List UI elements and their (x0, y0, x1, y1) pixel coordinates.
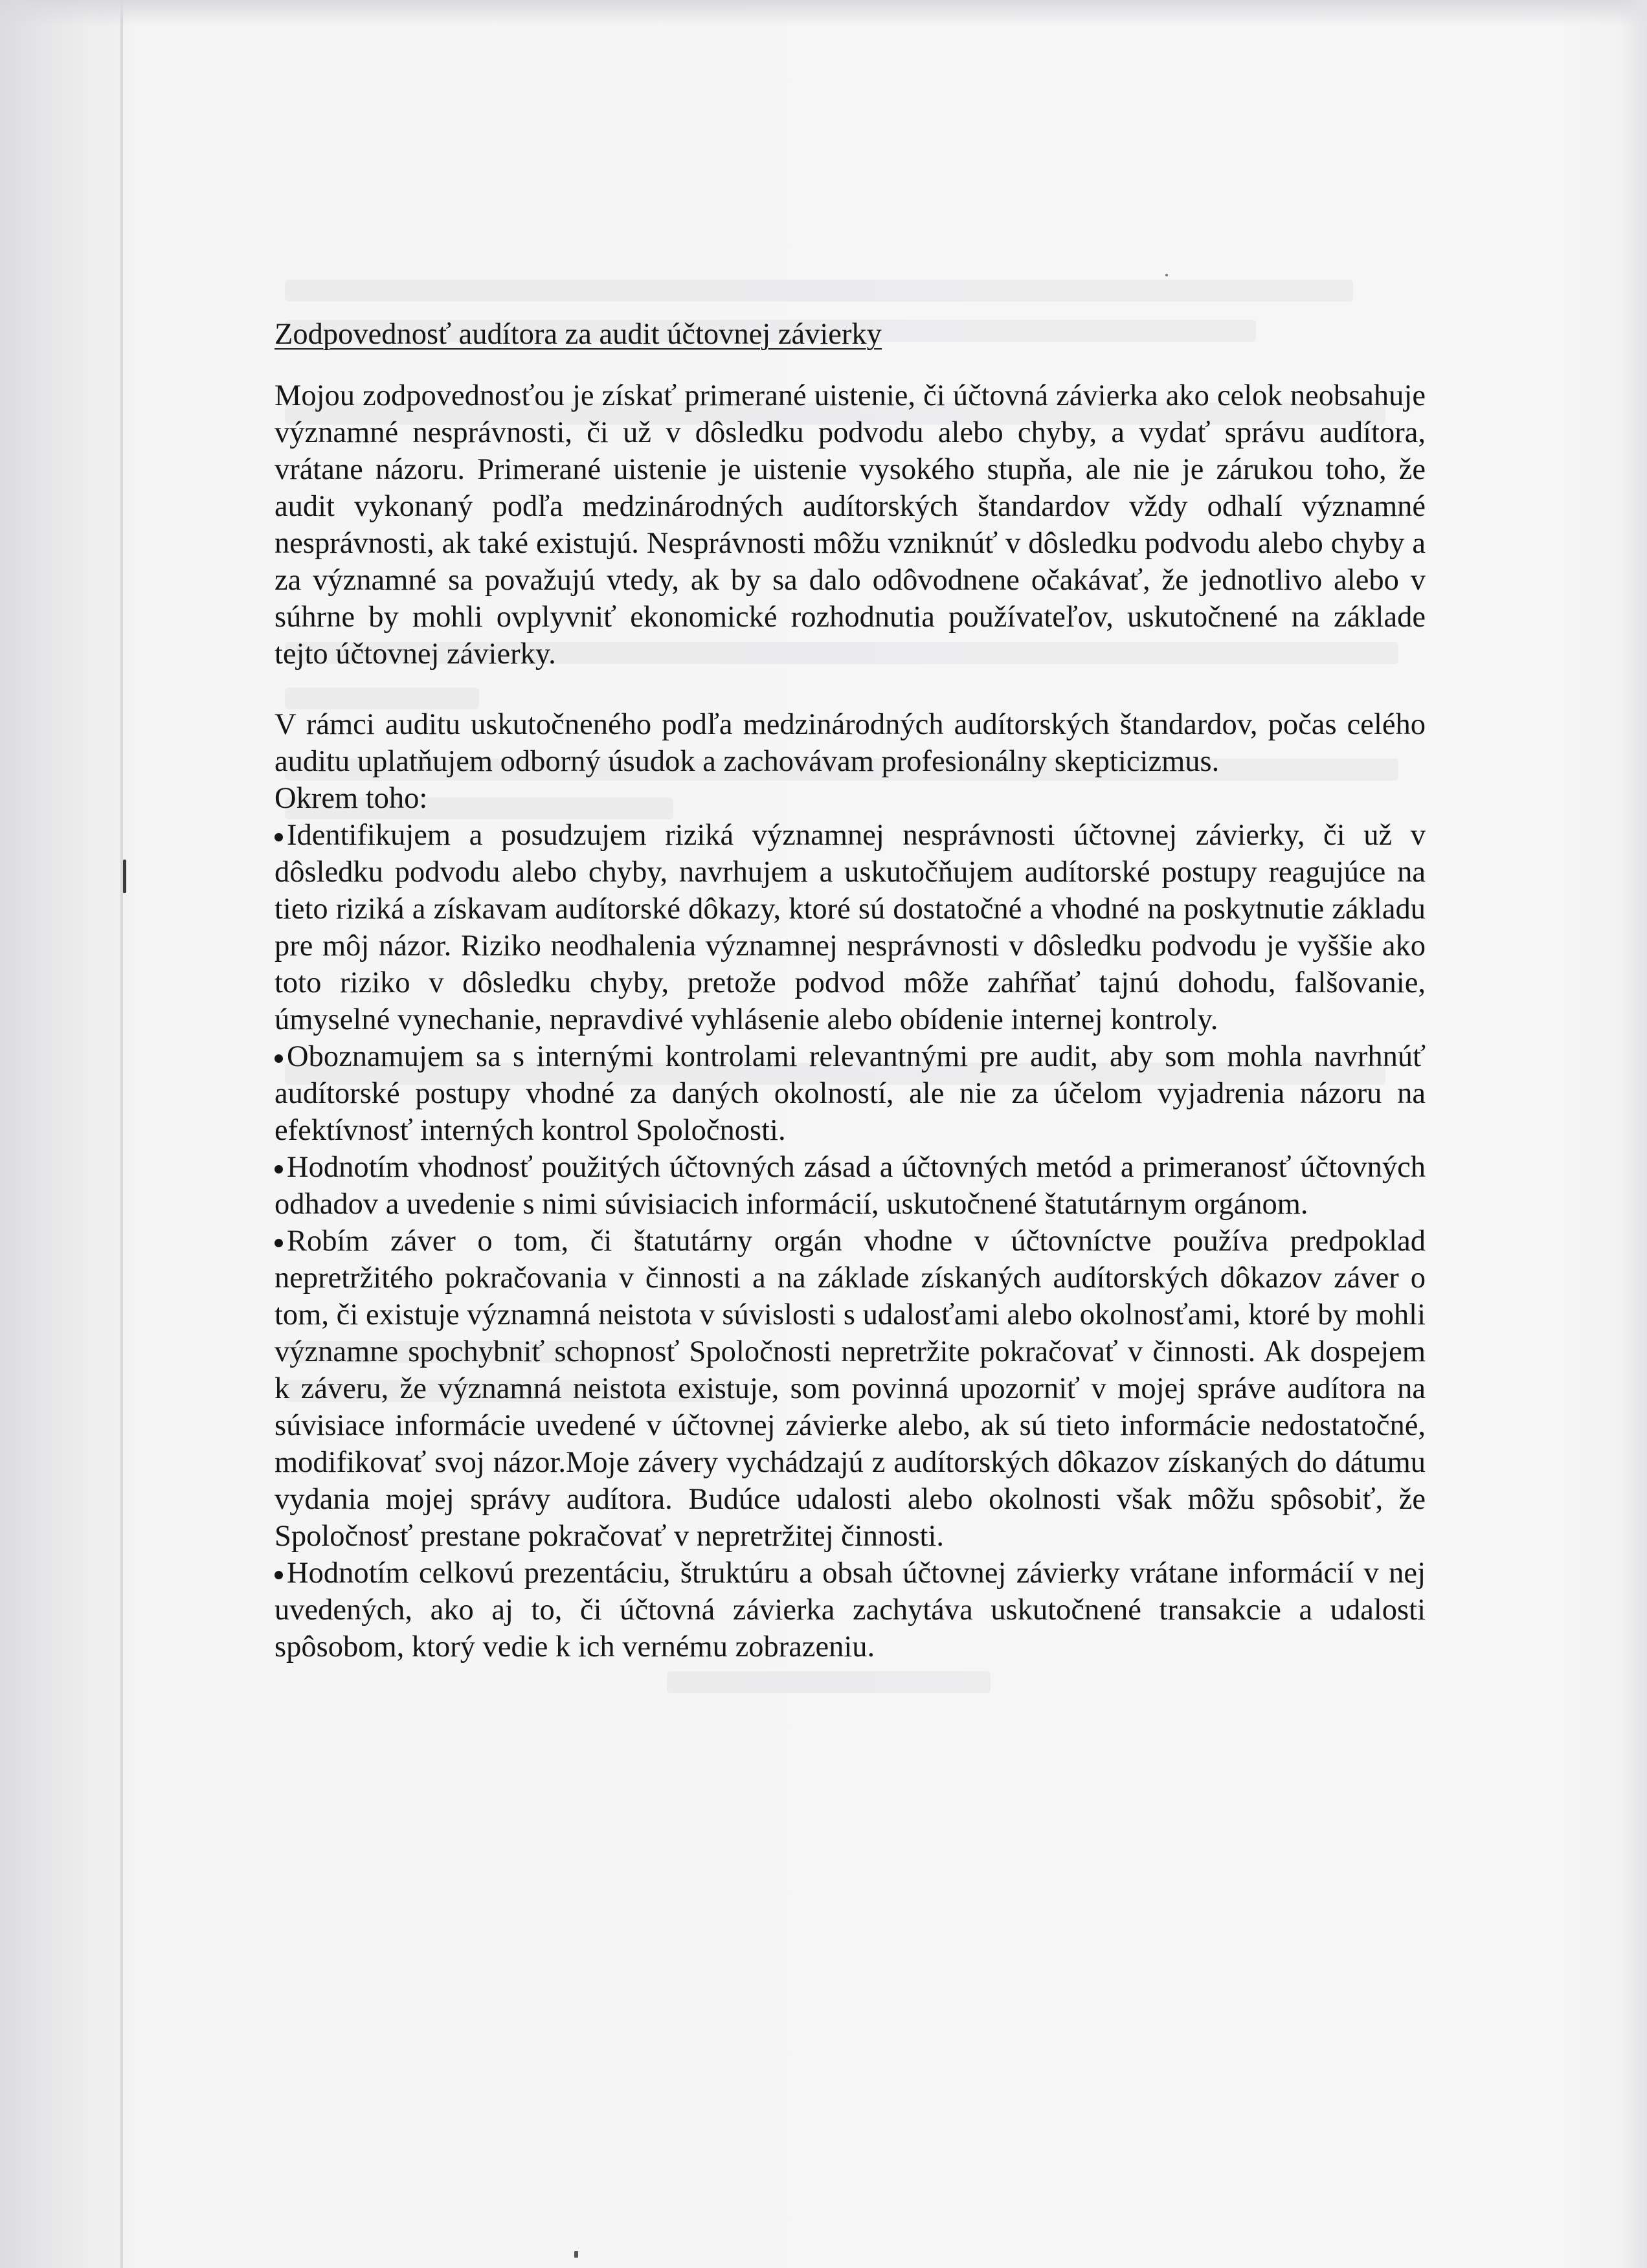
list-item (274, 817, 1426, 1038)
bullet-icon (274, 1165, 283, 1173)
list-item (274, 1223, 1426, 1555)
list-item-text: Identifikujem a posudzujem riziká významnej nesprávnosti účtovnej závierky, či už v dôsledku podvodu alebo chyby, navrhujem a uskutočňujem audítorské postupy reagujúce na tieto riziká a získavam audítorské dôkazy, ktoré sú dostatočné a vhodné na poskytnutie základu pre môj názor. Riziko neodhalenia významnej nesprávnosti v dôsledku podvodu je vyššie ako toto riziko v dôsledku chyby, pretože podvod môže zahŕňať tajnú dohodu, falšovanie, úmyselné vynechanie, nepravdivé vyhlásenie alebo obídenie internej kontroly. (274, 819, 1426, 1036)
document-body (274, 316, 1426, 1665)
scan-dot (1165, 274, 1168, 276)
list-item-text: Hodnotím celkovú prezentáciu, štruktúru a obsah účtovnej závierky vrátane informácií v nej uvedených, ako aj to, či účtovná závierka zachytáva uskutočnené transakcie a udalosti spôsobom, ktorý vedie k ich vernému zobrazeniu. (274, 1557, 1426, 1663)
paragraph-gap (274, 673, 1426, 706)
bullet-icon (274, 1571, 283, 1579)
paragraph-lead: Okrem toho: (274, 782, 428, 815)
paragraph: V rámci auditu uskutočneného podľa medzinárodných audítorských štandardov, počas celého auditu uplatňujem odborný úsudok a zachovávam profesionálny skepticizmus. (274, 708, 1426, 778)
top-edge-shadow (0, 0, 1647, 26)
list-item-text: Robím záver o tom, či štatutárny orgán vhodne v účtovníctve používa predpoklad nepretržitého pokračovania v činnosti a na základe získaných audítorských dôkazov záver o tom, či existuje významná neistota v súvislosti s udalosťami alebo okolnosťami, ktoré by mohli významne spochybniť schopnosť Spoločnosti nepretržite pokračovať v činnosti. Ak dospejem k záveru, že významná neistota existuje, som povinná upozorniť v mojej správe audítora na súvisiace informácie uvedené v účtovnej závierke alebo, ak sú tieto informácie nedostatočné, modifikovať svoj názor.Moje závery vychádzajú z audítorských dôkazov získaných do dátumu vydania mojej správy audítora. Budúce udalosti alebo okolnosti však môžu spôsobiť, že Spoločnosť prestane pokračovať v nepretržitej činnosti. (274, 1225, 1426, 1553)
binding-mark (123, 860, 126, 893)
binding-edge (120, 0, 123, 2268)
list-item-text: Oboznamujem sa s internými kontrolami relevantnými pre audit, aby som mohla navrhnúť audítorské postupy vhodné za daných okolností, ale nie za účelom vyjadrenia názoru na efektívnosť interných kontrol Spoločnosti. (274, 1040, 1426, 1147)
bullet-icon (274, 833, 283, 841)
list-item (274, 1149, 1426, 1223)
list-item (274, 1555, 1426, 1665)
bullet-icon (274, 1239, 283, 1247)
list-item-text: Hodnotím vhodnosť použitých účtovných zásad a účtovných metód a primeranosť účtovných odhadov a uvedenie s nimi súvisiacich informácií, uskutočnené štatutárnym orgánom. (274, 1151, 1426, 1221)
paragraph: Mojou zodpovednosťou je získať primerané uistenie, či účtovná závierka ako celok neobsahuje významné nesprávnosti, či už v dôsledku podvodu alebo chyby, a vydať správu audítora, vrátane názoru. Primerané uistenie je uistenie vysokého stupňa, ale nie je zárukou toho, že audit vykonaný podľa medzinárodných audítorských štandardov vždy odhalí významné nesprávnosti, ak také existujú. Nesprávnosti môžu vzniknúť v dôsledku podvodu alebo chyby a za významné sa považujú vtedy, ak by sa dalo odôvodnene očakávať, že jednotlivo alebo v súhrne by mohli ovplyvniť ekonomické rozhodnutia používateľov, uskutočnené na základe tejto účtovnej závierky. (274, 379, 1426, 671)
section-title: Zodpovednosť audítora za audit účtovnej závierky (274, 318, 882, 351)
right-edge-shadow (1619, 0, 1647, 2268)
bullet-icon (274, 1054, 283, 1063)
binding-shadow (0, 0, 129, 2268)
list-item (274, 1038, 1426, 1149)
scan-speck (574, 2251, 578, 2258)
